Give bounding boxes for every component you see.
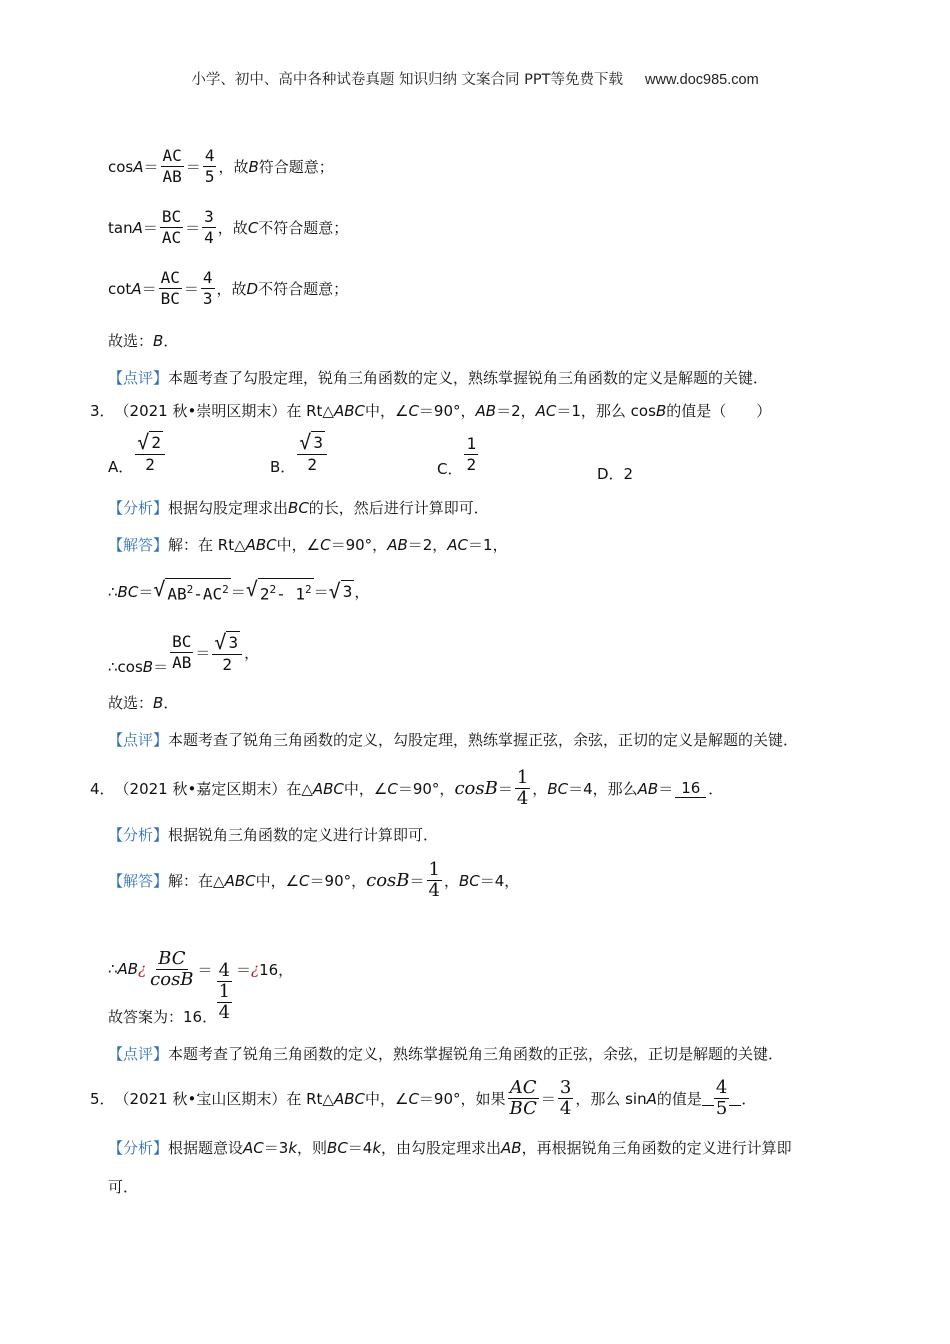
fraction: $\frac{4}{\frac{1}{4}}$: [218, 960, 231, 1023]
q4-ab-calc: ∴ AB ¿ $\frac{BC}{\cos B}$ ＝ $\frac{4}{\frac{1}{4}}$ ＝ ¿ 16，: [108, 947, 294, 1023]
fraction: √ 2 2: [135, 431, 165, 475]
fraction: $\frac{AC}{BC}$: [509, 1077, 537, 1119]
sqrt-expression: √ 3: [328, 579, 353, 604]
q3-choose: 故选： B ．: [108, 693, 179, 712]
q3-comment: 【点评】 本题考查了锐角三角函数的定义，勾股定理，熟练掌握正弦，余弦，正切的定义是解题的关键．: [108, 731, 799, 749]
question-5: 5． （2021 秋•宝山区期末）在 Rt△ ABC 中，∠ C ＝90°，如果 $\frac{AC}{BC}$ ＝ $\frac{3}{4}$ ，那么 sin A 的值是 $\frac{4}{5}$ ．: [90, 1077, 757, 1119]
q4-final: 故答案为：16．: [108, 1008, 218, 1026]
fraction: √ 3 2: [212, 631, 242, 675]
header-title: 小学、初中、高中各种试卷真题 知识归纳 文案合同 PPT等免费下载: [191, 72, 624, 88]
fraction: $\frac{1}{4}$: [516, 767, 529, 809]
question-3: 3． （2021 秋•崇明区期末）在 Rt△ ABC 中，∠ C ＝90°， AB ＝2， AC ＝1，那么 cos B 的值是（ ）: [90, 401, 772, 420]
q3-analysis: 【分析】 根据勾股定理求出 BC 的长，然后进行计算即可．: [108, 498, 489, 517]
q3-bc-calc: ∴ BC ＝ √ $AB^2-AC^2$ ＝ √ $2^2-$ $1^2$ ＝ √ 3 ，: [108, 577, 370, 604]
fraction: $\frac{BC}{\cos B}$: [150, 947, 194, 990]
sqrt-expression: √ $2^2-$ $1^2$: [245, 577, 312, 604]
choose-line: 故选： B ．: [108, 331, 179, 350]
fraction: $\frac{BC}{AB}$: [172, 632, 192, 672]
q4-analysis: 【分析】 根据锐角三角函数的定义进行计算即可．: [108, 826, 439, 844]
option-c[interactable]: C． $\frac{1}{2}$: [437, 434, 477, 478]
q4-comment: 【点评】 本题考查了锐角三角函数的定义，熟练掌握锐角三角函数的正弦，余弦，正切是解题的关键．: [108, 1045, 784, 1063]
page-header: [0, 68, 950, 89]
answer-blank: $\frac{4}{5}$: [702, 1078, 741, 1119]
fraction: $\frac{AC}{AB}$: [162, 146, 182, 186]
q5-analysis: 【分析】 根据题意设 AC ＝3 k ，则 BC ＝4 k ，由勾股定理求出 AB ，再根据锐角三角函数的定义进行计算即: [108, 1138, 792, 1157]
fraction: $\frac{4}{5}$: [204, 146, 215, 186]
option-d[interactable]: D．2: [597, 465, 634, 483]
q3-answer: 【解答】 解：在 Rt△ ABC 中，∠ C ＝90°， AB ＝2， AC ＝1，: [108, 535, 508, 554]
option-a[interactable]: A． √ 2 2: [108, 428, 167, 477]
q5-analysis-end: 可．: [108, 1178, 139, 1196]
fraction: $\frac{3}{4}$: [204, 207, 214, 247]
fraction: $\frac{AC}{BC}$: [160, 268, 180, 308]
q4-answer: 【解答】 解：在△ ABC 中，∠ C ＝90°， cosB ＝ $\frac{1}{4}$ ， BC ＝4，: [108, 859, 520, 901]
sqrt-expression: √ $AB^2-AC^2$: [153, 577, 229, 604]
header-url[interactable]: www.doc985.com: [645, 72, 759, 88]
cot-a-line: cot A ＝ $\frac{AC}{BC}$ ＝ $\frac{4}{3}$ ，故 D 不符合题意；: [108, 268, 349, 308]
question-4: 4． （2021 秋•嘉定区期末）在△ ABC 中，∠ C ＝90°， cosB ＝ $\frac{1}{4}$ ， BC ＝4，那么 AB ＝ 16 ．: [90, 767, 724, 809]
tan-a-line: tan A ＝ $\frac{BC}{AC}$ ＝ $\frac{3}{4}$ ，故 C 不符合题意；: [108, 207, 349, 247]
comment-line: 【点评】 本题考查了勾股定理，锐角三角函数的定义，熟练掌握锐角三角函数的定义是解题的关键．: [108, 369, 769, 387]
fraction: $\frac{1}{2}$: [466, 434, 477, 474]
comment-tag: 【点评】: [108, 369, 169, 387]
fraction: $\frac{3}{4}$: [559, 1077, 572, 1119]
option-b[interactable]: B． √ 3 2: [270, 428, 329, 477]
q3-cosb-calc: ∴cos B ＝ $\frac{BC}{AB}$ ＝ √ 3 2 ，: [108, 629, 260, 676]
fraction: $\frac{BC}{AC}$: [161, 207, 182, 247]
fraction: √ 3 2: [297, 431, 327, 475]
answer-blank: 16: [675, 779, 706, 798]
cos-a-line: cos A ＝ $\frac{AC}{AB}$ ＝ $\frac{4}{5}$ ，故 B 符合题意；: [108, 146, 334, 186]
fraction: $\frac{1}{4}$: [428, 859, 440, 901]
fraction: $\frac{4}{3}$: [202, 268, 213, 308]
